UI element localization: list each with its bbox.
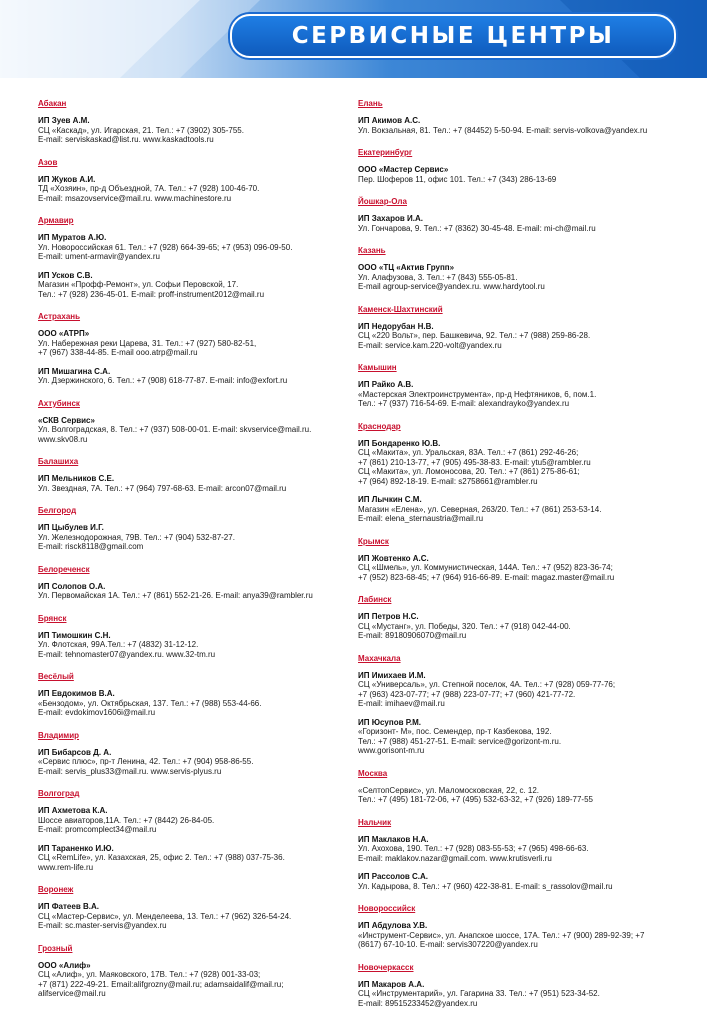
service-center-entry [358,439,678,487]
company-name: ИП Юсупов Р.М. [358,717,421,727]
company-name: ИП Муратов А.Ю. [38,233,107,242]
service-center-entry [38,367,343,386]
contact-line: «Горизонт- М», пос. Семендер, пр-т Казбекова, 192. [358,727,552,736]
contact-line: E-mail: 89515233452@yandex.ru [358,998,478,1008]
service-center-entry [38,416,343,445]
service-center-entry [38,806,343,835]
page-title: СЕРВИСНЫЕ ЦЕНТРЫ [291,23,615,49]
city-heading: Новороссийск [358,904,416,913]
contact-line: Ул. Звездная, 7А. Тел.: +7 (964) 797-68-63. E-mail: arcon07@mail.ru [38,483,287,493]
city-heading: Воронеж [38,885,74,894]
company-name: ИП Фатеев В.А. [38,902,99,911]
contact-line: E-mail: servis_plus33@mail.ru. www.servis-plyus.ru [38,766,222,776]
city-section [38,210,343,299]
service-center-entry [358,718,678,756]
contact-line: E-mail: tehnomaster07@yandex.ru. www.32-tm.ru [38,649,216,659]
contact-line: «Инструмент-Сервис», ул. Анапское шоссе, 17А. Тел.: +7 (900) 289-92-39; +7 [358,930,645,940]
company-name: ИП Мельников С.Е. [38,474,115,483]
contact-line: Ул. Новороссийская 61. Тел.: +7 (928) 664-39-65; +7 (953) 096-09-50. [38,242,293,252]
city-heading: Азов [38,157,58,167]
contact-line: Тел.: +7 (495) 181-72-06, +7 (495) 532-63-32, +7 (926) 189-77-55 [358,795,593,804]
company-name: ИП Тараненко И.Ю. [38,843,114,853]
company-name: ИП Зуев А.М. [38,116,90,125]
service-center-entry [358,921,678,950]
city-section [38,783,343,872]
contact-line: СЦ «Каскад», ул. Игарская, 21. Тел.: +7 (3902) 305-755. [38,125,244,135]
service-center-entry [358,835,678,864]
contact-line: СЦ «Макита», ул. Ломоносова, 20. Тел.: +7 (861) 275-86-61; [358,467,580,476]
contact-line: СЦ «Инструментарий», ул. Гагарина 33. Тел.: +7 (951) 523-34-52. [358,989,600,998]
contact-line: СЦ «Шмель», ул. Коммунистическая, 144А. Тел.: +7 (952) 823-36-74; [358,563,613,572]
company-name: ИП Имихаев И.М. [358,670,426,680]
title-pill [230,14,676,58]
city-section [38,500,343,552]
company-name: ИП Мишагина С.А. [38,366,111,376]
contact-line: E-mail: serviskaskad@list.ru. www.kaskadtools.ru [38,135,214,144]
contact-line: ТД «Хозяин», пр-д Объездной, 7А. Тел.: +7 (928) 100-46-70. [38,184,260,193]
company-name: ООО «ТЦ «Актив Групп» [358,263,455,272]
contact-line: www.rem-life.ru [38,862,94,872]
service-center-entry [358,214,678,233]
contact-line: +7 (963) 423-07-77; +7 (988) 223-07-77; +7 (960) 421-77-72. [358,689,576,699]
company-name: ООО «АТРП» [38,329,90,338]
city-section [358,416,678,524]
service-center-entry [38,523,343,552]
city-heading: Нальчик [358,817,392,827]
company-name: ИП Цыбулев И.Г. [38,523,104,532]
city-heading: Владимир [38,730,80,740]
service-center-entry [38,748,343,777]
service-center-entry [358,165,678,184]
contact-line: E-mail: evdokimov1606i@mail.ru [38,708,156,717]
contact-line: «Мастерская Электроинструмента», пр-д Нефтяников, 6, пом.1. [358,389,597,399]
contact-line: Ул. Флотская, 99А.Тел.: +7 (4832) 31-12-12. [38,640,199,649]
contact-line: E-mail: imihaev@mail.ru [358,699,445,708]
company-name: ООО «Мастер Сервис» [358,165,449,174]
city-section [38,306,343,386]
company-name: ИП Лычкин С.М. [358,495,422,504]
city-heading: Краснодар [358,421,401,431]
contact-line: Ул. Ахохова, 190. Тел.: +7 (928) 083-55-53; +7 (965) 498-66-63. [358,844,589,853]
contact-line: СЦ «Алиф», ул. Маяковского, 17В. Тел.: +7 (928) 001-33-03; [38,970,261,979]
service-center-entry [38,329,343,358]
service-center-entry [358,786,678,805]
contact-line: www.gorisont-m.ru [358,746,425,755]
company-name: ИП Петров Н.С. [358,612,419,621]
contact-line: СЦ «220 Вольт», пер. Башкевича, 92. Тел.: +7 (988) 259-86-28. [358,331,591,340]
contact-line: Тел.: +7 (937) 716-54-69. E-mail: alexandrayko@yandex.ru [358,399,570,408]
service-center-entry [358,495,678,524]
city-section [358,589,678,641]
contact-line: Ул. Железнодорожная, 79В. Тел.: +7 (904) 532-87-27. [38,532,235,542]
company-name: ИП Макаров А.А. [358,979,425,989]
city-section [358,191,678,233]
contact-line: +7 (871) 222-49-21. Email:alifgrozny@mail.ru; adamsaidalif@mail.ru; [38,979,284,989]
service-center-entry [38,271,343,300]
contact-line: Ул. Алафузова, 3. Тел.: +7 (843) 555-05-81. [358,272,518,282]
contact-line: E-mail: sc.master-servis@yandex.ru [38,921,167,930]
city-section [38,938,343,999]
city-heading: Лабинск [358,595,392,604]
city-section [38,451,343,493]
city-section [38,608,343,660]
contact-line: Шоссе авиаторов,11А. Тел.: +7 (8442) 26-84-05. [38,815,215,825]
service-center-entry [38,116,343,145]
contact-line: E-mail: risck8118@gmail.com [38,542,144,551]
contact-line: www.skv08.ru [38,434,88,444]
contact-line: СЦ «RemLife», ул. Казахская, 25, офис 2. Тел.: +7 (988) 037-75-36. [38,853,285,862]
contact-line: E-mail agroup-service@yandex.ru. www.hardytool.ru [358,282,545,291]
contact-line: +7 (861) 210-13-77, +7 (905) 495-38-83. E-mail: ytu5@rambler.ru [358,457,591,467]
service-center-entry [38,582,343,601]
company-name: ИП Рассолов С.А. [358,872,428,881]
city-section [38,93,343,145]
city-heading: Белгород [38,506,77,515]
city-section [358,240,678,292]
company-name: «СКВ Сервис» [38,415,95,425]
service-center-entry [38,902,343,931]
company-name: ИП Ахметова К.А. [38,806,108,815]
service-center-entry [358,980,678,1009]
company-name: ИП Жовтенко А.С. [358,553,429,563]
service-center-entry [358,612,678,641]
city-heading: Армавир [38,216,74,225]
service-center-entry [38,233,343,262]
city-heading: Абакан [38,99,67,108]
contact-line: Ул. Гончарова, 9. Тел.: +7 (8362) 30-45-48. E-mail: mi-ch@mail.ru [358,223,596,233]
company-name: ИП Солопов О.А. [38,581,106,591]
city-section [38,393,343,445]
city-section [38,725,343,777]
company-name: ИП Бибарсов Д. А. [38,747,112,757]
contact-line: +7 (967) 338-44-85. E-mail ooo.atrp@mail.ru [38,348,198,357]
city-heading: Балашиха [38,457,79,466]
service-center-entry [358,872,678,891]
city-heading: Крымск [358,536,389,546]
city-heading: Белореченск [38,564,90,574]
city-section [358,93,678,135]
city-heading: Казань [358,246,386,255]
city-section [358,299,678,351]
contact-line: Ул. Набережная реки Царева, 31. Тел.: +7 (927) 580-82-51, [38,338,257,348]
service-center-entry [358,263,678,292]
company-name: ИП Захаров И.А. [358,214,423,223]
contact-line: Тел.: +7 (988) 451-27-51. E-mail: service@gorizont-m.ru. [358,736,562,746]
service-center-entry [38,631,343,660]
city-section [358,531,678,583]
city-heading: Москва [358,768,388,778]
contact-line: Магазин «Профф-Ремонт», ул. Софьи Перовской, 17. [38,280,239,289]
city-section [358,763,678,805]
contact-line: E-mail: elena_sternaustria@mail.ru [358,514,484,523]
city-section [358,812,678,892]
service-center-entry [358,322,678,351]
contact-line: «Сервис плюс», пр-т Ленина, 42. Тел.: +7 (904) 958-86-55. [38,757,254,766]
contact-line: alifservice@mail.ru [38,989,106,998]
contact-line: Ул. Кадырова, 8. Тел.: +7 (960) 422-38-81. E-mail: s_rassolov@mail.ru [358,881,613,891]
contact-line: Тел.: +7 (928) 236-45-01. E-mail: proff-instrument2012@mail.ru [38,289,265,299]
city-section [38,666,343,718]
contact-line: СЦ «Универсаль», ул. Степной поселок, 4А. Тел.: +7 (928) 059-77-76; [358,680,616,689]
city-heading: Ахтубинск [38,398,80,408]
contact-line: СЦ «Макита», ул. Уральская, 83А. Тел.: +7 (861) 292-46-26; [358,448,579,457]
header-banner [0,0,707,78]
left-column [38,93,343,1006]
service-center-entry [38,474,343,493]
city-heading: Новочеркасск [358,962,414,972]
contact-line: E-mail: service.kam.220-volt@yandex.ru [358,340,502,350]
company-name: ИП Недорубан Н.В. [358,321,434,331]
service-center-entry [358,554,678,583]
contact-line: +7 (964) 892-18-19. E-mail: s2758661@rambler.ru [358,476,538,486]
service-center-entry [38,844,343,873]
city-heading: Махачкала [358,653,401,663]
contact-line: E-mail: 89180906070@mail.ru [358,631,467,640]
contact-line: Пер. Шоферов 11, офис 101. Тел.: +7 (343) 286-13-69 [358,174,557,184]
company-name: ИП Бондаренко Ю.В. [358,438,441,448]
city-section [38,879,343,931]
service-center-entry [38,961,343,999]
city-section [358,957,678,1009]
contact-line: Ул. Дзержинского, 6. Тел.: +7 (908) 618-77-87. E-mail: info@exfort.ru [38,376,288,385]
contact-line: СЦ «Мастер-Сервис», ул. Менделеева, 13. Тел.: +7 (962) 326-54-24. [38,911,292,921]
company-name: ИП Жуков А.И. [38,174,96,184]
contact-line: Ул. Вокзальная, 81. Тел.: +7 (84452) 5-50-94. E-mail: servis-volkova@yandex.ru [358,125,648,135]
city-heading: Екатеринбург [358,148,413,157]
contact-line: Ул. Волгоградская, 8. Тел.: +7 (937) 508-00-01. E-mail: skvservice@mail.ru. [38,425,312,434]
service-center-entry [358,380,678,409]
company-name: ИП Тимошкин С.Н. [38,630,111,640]
city-section [38,152,343,204]
city-heading: Йошкар-Ола [358,197,407,206]
company-name: ООО «Алиф» [38,960,91,970]
contact-line: «СелтопСервис», ул. Маломосковская, 22, с. 12. [358,785,540,795]
city-heading: Волгоград [38,789,80,798]
company-name: ИП Райко А.В. [358,380,414,389]
contact-line: E-mail: maklakov.nazar@gmail.com. www.krutisverli.ru [358,853,552,863]
company-name: ИП Акимов А.С. [358,116,421,125]
contact-line: E-mail: msazovservice@mail.ru. www.machinestore.ru [38,193,232,203]
contact-line: E-mail: ument-armavir@yandex.ru [38,252,160,261]
city-heading: Астрахань [38,312,81,321]
service-center-entry [38,175,343,204]
city-section [358,898,678,950]
city-section [358,142,678,184]
contact-line: Ул. Первомайская 1А. Тел.: +7 (861) 552-21-26. E-mail: anya39@rambler.ru [38,591,313,600]
contact-line: E-mail: promcomplect34@mail.ru [38,825,157,834]
city-section [358,357,678,409]
service-center-entry [38,689,343,718]
contact-line: (8617) 67-10-10. E-mail: servis307220@yandex.ru [358,940,538,949]
company-name: ИП Абдулова У.В. [358,921,428,930]
city-heading: Грозный [38,943,73,953]
contact-line: Магазин «Елена», ул. Северная, 263/20. Тел.: +7 (861) 253-53-14. [358,504,602,514]
company-name: ИП Евдокимов В.А. [38,689,115,698]
city-heading: Камышин [358,363,397,372]
contact-line: «Бензодом», ул. Октябрьская, 137. Тел.: +7 (988) 553-44-66. [38,698,262,708]
company-name: ИП Маклаков Н.А. [358,834,429,844]
company-name: ИП Усков С.В. [38,270,93,280]
city-heading: Брянск [38,613,67,623]
contact-line: +7 (952) 823-68-45; +7 (964) 916-66-89. E-mail: magaz.master@mail.ru [358,572,615,582]
service-center-entry [358,116,678,135]
service-center-entry [358,671,678,709]
city-section [358,648,678,756]
city-heading: Елань [358,99,383,108]
city-section [38,559,343,601]
contact-line: СЦ «Мустанг», ул. Победы, 320. Тел.: +7 (918) 042-44-00. [358,621,571,631]
right-column [358,93,678,1015]
city-heading: Каменск-Шахтинский [358,304,443,314]
city-heading: Весёлый [38,672,74,681]
